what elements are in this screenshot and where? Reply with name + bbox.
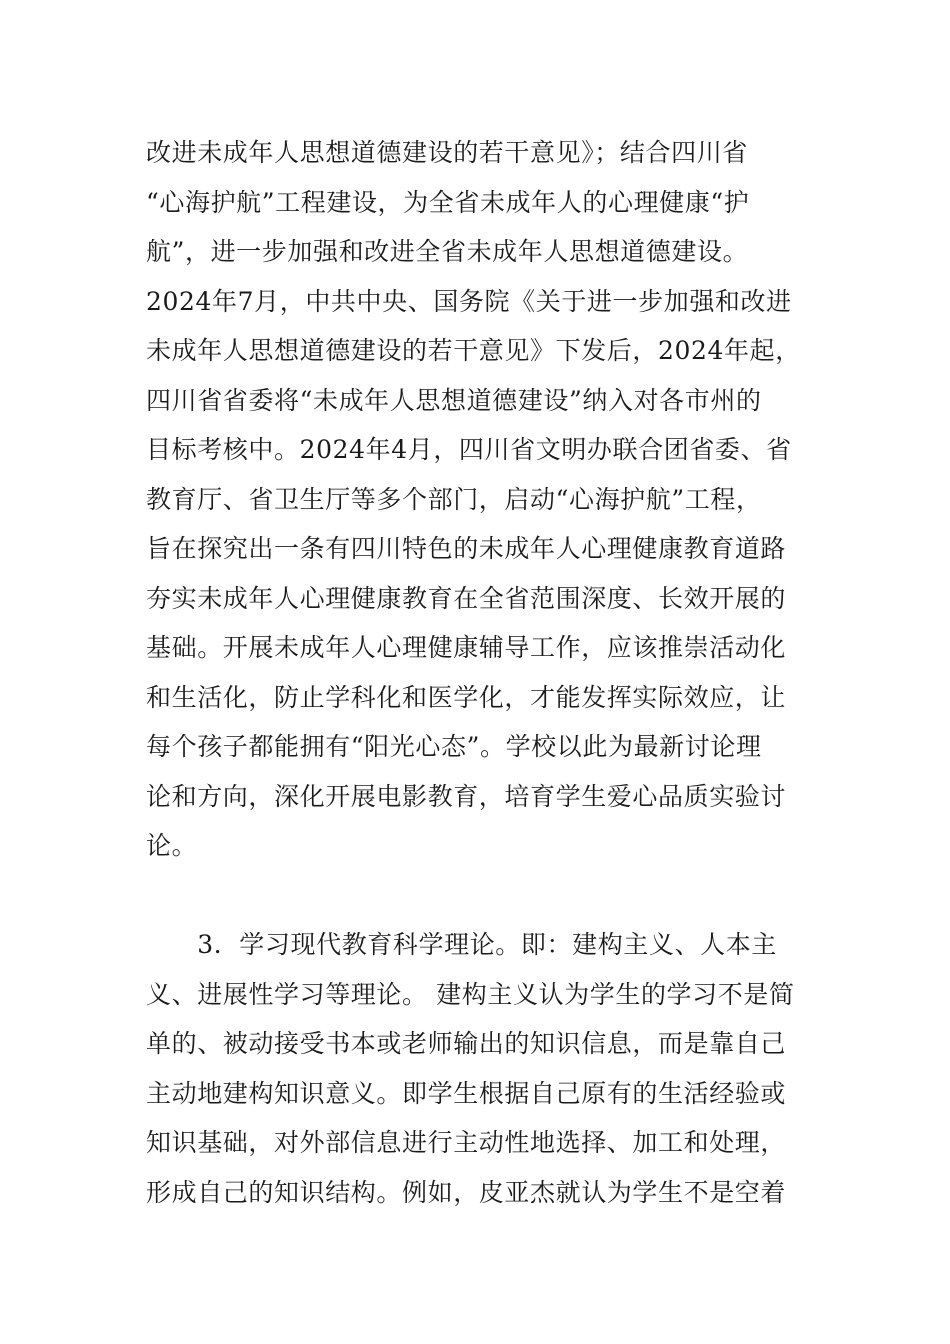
text-line: “心海护航”工程建设，为全省未成年人的心理健康“护: [146, 187, 750, 217]
text-line: 论和方向，深化开展电影教育，培育学生爱心品质实验讨: [146, 781, 787, 811]
text-line: 形成自己的知识结构。例如，皮亚杰就认为学生不是空着: [146, 1177, 787, 1207]
text-line: 四川省省委将“未成年人思想道德建设”纳入对各市州的: [146, 385, 762, 415]
text-line: 改进未成年人思想道德建设的若干意见》；结合四川省: [146, 138, 748, 167]
paragraph-1: [146, 128, 826, 871]
text-line: 基础。开展未成年人心理健康辅导工作，应该推崇活动化: [146, 633, 787, 662]
text-line: 知识基础，对外部信息进行主动性地选择、加工和处理，: [146, 1128, 787, 1157]
text-line: 单的、被动接受书本或老师输出的知识信息，而是靠自己: [146, 1029, 787, 1058]
text-line: 2024年7月，中共中央、国务院《关于进一步加强和改进: [146, 286, 792, 316]
text-line: 夯实未成年人心理健康教育在全省范围深度、长效开展的: [146, 583, 787, 613]
text-line: 目标考核中。2024年4月，四川省文明办联合团省委、省: [146, 435, 792, 464]
text-line: 教育厅、省卫生厅等多个部门，启动“心海护航”工程，: [146, 484, 762, 514]
text-line: 未成年人思想道德建设的若干意见》下发后，2024年起，: [146, 336, 801, 365]
paragraph-2: [146, 920, 826, 1217]
text-line: 义、进展性学习等理论。 建构主义认为学生的学习不是简: [146, 979, 795, 1009]
text-line: 3．学习现代教育科学理论。即：建构主义、人本主: [146, 930, 777, 959]
text-line: 航”，进一步加强和改进全省未成年人思想道德建设。: [146, 237, 749, 266]
text-line: 论。: [146, 831, 198, 860]
text-line: 旨在探究出一条有四川特色的未成年人心理健康教育道路: [146, 534, 787, 563]
text-line: 每个孩子都能拥有“阳光心态”。学校以此为最新讨论理: [146, 732, 762, 761]
text-line: 主动地建构知识意义。即学生根据自己原有的生活经验或: [146, 1078, 787, 1108]
text-line: 和生活化，防止学科化和医学化，才能发挥实际效应，让: [146, 682, 787, 712]
